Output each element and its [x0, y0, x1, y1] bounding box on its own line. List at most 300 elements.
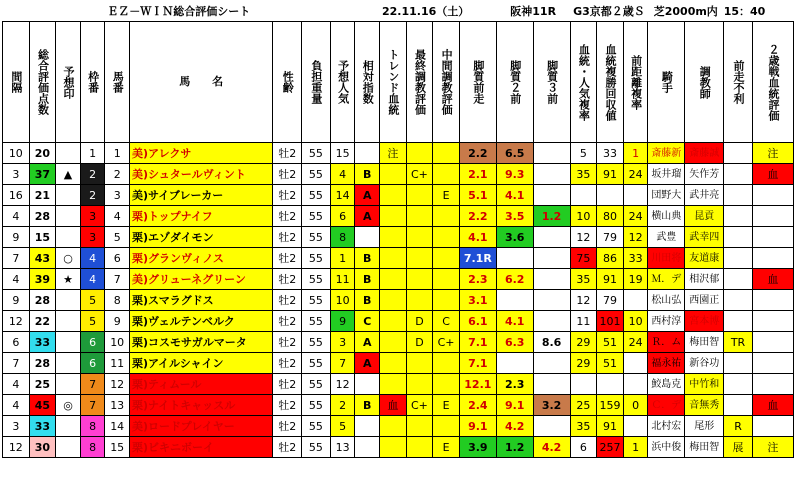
trainer-cell: 梅田智: [685, 332, 724, 353]
jockey-cell: 鮫島克: [648, 374, 685, 395]
weight-cell: 55: [302, 248, 331, 269]
index-cell: A: [355, 353, 380, 374]
furi-cell: [724, 353, 753, 374]
style-2nd: 1.2: [496, 437, 533, 458]
index-cell: [355, 374, 380, 395]
table-row[interactable]: [3, 290, 794, 311]
table-row[interactable]: [3, 206, 794, 227]
furi-cell: [724, 269, 753, 290]
interval-cell: 12: [3, 437, 30, 458]
score-cell: 28: [29, 290, 56, 311]
header-cell: ２歳戦血統評価: [752, 22, 793, 143]
header-cell: 騎手: [648, 22, 685, 143]
umaban-cell: 10: [105, 332, 130, 353]
blood-fuku: 29: [570, 353, 597, 374]
prediction-mark: [56, 227, 81, 248]
furi-cell: TR: [724, 332, 753, 353]
blood-eval: [752, 353, 793, 374]
blood-eval: [752, 248, 793, 269]
index-cell: C: [355, 311, 380, 332]
race-name: G3京都２歳Ｓ: [573, 5, 645, 18]
weight-cell: 55: [302, 269, 331, 290]
jockey-cell: 浜中俊: [648, 437, 685, 458]
weight-cell: 55: [302, 332, 331, 353]
mid-training: [433, 206, 460, 227]
blood-fuku: 29: [570, 332, 597, 353]
blood-kaishu: 101: [597, 311, 624, 332]
distance-fuku: 0: [623, 395, 648, 416]
interval-cell: 3: [3, 164, 30, 185]
trend-cell: [380, 290, 407, 311]
furi-cell: [724, 206, 753, 227]
score-cell: 22: [29, 311, 56, 332]
mid-training: C: [433, 311, 460, 332]
horse-name: 栗)エゾダイモン: [129, 227, 272, 248]
distance-fuku: [623, 290, 648, 311]
sex-age: 牡2: [273, 311, 302, 332]
weight-cell: 55: [302, 311, 331, 332]
header-cell: 調教師: [685, 22, 724, 143]
blood-eval: [752, 332, 793, 353]
furi-cell: [724, 248, 753, 269]
race-number: 阪神11R: [510, 5, 557, 18]
style-2nd: [496, 248, 533, 269]
jockey-cell: 松山弘: [648, 290, 685, 311]
weight-cell: 55: [302, 395, 331, 416]
trainer-cell: 梅田智: [685, 437, 724, 458]
mid-training: [433, 269, 460, 290]
waku-cell: 2: [80, 164, 105, 185]
header-cell: 脚質前走: [459, 22, 496, 143]
score-cell: 25: [29, 374, 56, 395]
table-row[interactable]: [3, 164, 794, 185]
blood-fuku: 35: [570, 416, 597, 437]
score-cell: 28: [29, 206, 56, 227]
trainer-cell: 友道康: [685, 248, 724, 269]
style-3rd: [533, 374, 570, 395]
distance-fuku: 24: [623, 332, 648, 353]
sex-age: 牡2: [273, 437, 302, 458]
index-cell: A: [355, 206, 380, 227]
final-training: [406, 185, 433, 206]
index-cell: B: [355, 290, 380, 311]
index-cell: B: [355, 395, 380, 416]
final-training: [406, 269, 433, 290]
style-3rd: [533, 290, 570, 311]
umaban-cell: 1: [105, 143, 130, 164]
waku-cell: 7: [80, 395, 105, 416]
blood-kaishu: [597, 374, 624, 395]
header-cell: 前走不利: [724, 22, 753, 143]
style-2nd: [496, 290, 533, 311]
header-cell: 負担重量: [302, 22, 331, 143]
header-cell: 中間調教評価: [433, 22, 460, 143]
score-cell: 37: [29, 164, 56, 185]
blood-kaishu: 257: [597, 437, 624, 458]
popularity-cell: 4: [330, 164, 355, 185]
horse-name: 栗)アイルシャイン: [129, 353, 272, 374]
prediction-mark: [56, 290, 81, 311]
index-cell: A: [355, 185, 380, 206]
sex-age: 牡2: [273, 353, 302, 374]
weight-cell: 55: [302, 143, 331, 164]
score-cell: 30: [29, 437, 56, 458]
final-training: C+: [406, 395, 433, 416]
popularity-cell: 13: [330, 437, 355, 458]
umaban-cell: 7: [105, 269, 130, 290]
blood-eval: [752, 227, 793, 248]
style-2nd: 6.3: [496, 332, 533, 353]
distance-fuku: [623, 185, 648, 206]
style-last: 7.1: [459, 353, 496, 374]
popularity-cell: 12: [330, 374, 355, 395]
furi-cell: [724, 395, 753, 416]
weight-cell: 55: [302, 185, 331, 206]
horse-name: 栗)グランヴィノス: [129, 248, 272, 269]
weight-cell: 55: [302, 353, 331, 374]
trend-cell: [380, 164, 407, 185]
trend-cell: [380, 248, 407, 269]
header-cell: 予想人気: [330, 22, 355, 143]
blood-eval: 血: [752, 269, 793, 290]
style-last: 12.1: [459, 374, 496, 395]
style-last: 4.1: [459, 227, 496, 248]
index-cell: [355, 143, 380, 164]
waku-cell: 2: [80, 185, 105, 206]
sex-age: 牡2: [273, 395, 302, 416]
waku-cell: 4: [80, 248, 105, 269]
mid-training: [433, 290, 460, 311]
jockey-cell: 斎藤新: [648, 143, 685, 164]
weight-cell: 55: [302, 164, 331, 185]
distance-fuku: 24: [623, 164, 648, 185]
distance-fuku: 33: [623, 248, 648, 269]
style-last: 9.1: [459, 416, 496, 437]
prediction-mark: [56, 374, 81, 395]
final-training: [406, 437, 433, 458]
horse-name: 美)シュタールヴィント: [129, 164, 272, 185]
header-cell: トレンド血統: [380, 22, 407, 143]
score-cell: 15: [29, 227, 56, 248]
trainer-cell: 相沢郁: [685, 269, 724, 290]
style-2nd: 2.3: [496, 374, 533, 395]
weight-cell: 55: [302, 374, 331, 395]
mid-training: [433, 374, 460, 395]
sex-age: 牡2: [273, 416, 302, 437]
furi-cell: [724, 374, 753, 395]
jockey-cell: 団野大: [648, 185, 685, 206]
umaban-cell: 12: [105, 374, 130, 395]
evaluation-table: [2, 2, 794, 458]
table-row[interactable]: [3, 248, 794, 269]
sex-age: 牡2: [273, 332, 302, 353]
race-course: 芝2000m内: [653, 5, 718, 18]
header-cell: 血統複勝回収値: [597, 22, 624, 143]
jockey-cell: Ｒ．ム: [648, 332, 685, 353]
weight-cell: 55: [302, 206, 331, 227]
header-cell: 最終調教評価: [406, 22, 433, 143]
waku-cell: 8: [80, 416, 105, 437]
trend-cell: [380, 185, 407, 206]
sheet-title: ＥＺ－ＷＩＮ総合評価シート: [107, 5, 251, 18]
blood-kaishu: 86: [597, 248, 624, 269]
style-3rd: [533, 353, 570, 374]
style-2nd: 4.1: [496, 311, 533, 332]
blood-fuku: 12: [570, 290, 597, 311]
prediction-mark: [56, 416, 81, 437]
furi-cell: [724, 185, 753, 206]
blood-kaishu: 91: [597, 416, 624, 437]
popularity-cell: 14: [330, 185, 355, 206]
waku-cell: 6: [80, 353, 105, 374]
header-cell: 脚質３前: [533, 22, 570, 143]
header-row: [3, 22, 794, 143]
blood-kaishu: 79: [597, 227, 624, 248]
blood-fuku: 12: [570, 227, 597, 248]
header-cell: 予想印: [56, 22, 81, 143]
table-row[interactable]: [3, 353, 794, 374]
interval-cell: 12: [3, 311, 30, 332]
style-3rd: [533, 164, 570, 185]
waku-cell: 1: [80, 143, 105, 164]
blood-kaishu: [597, 185, 624, 206]
style-3rd: [533, 143, 570, 164]
furi-cell: R: [724, 416, 753, 437]
umaban-cell: 2: [105, 164, 130, 185]
weight-cell: 55: [302, 437, 331, 458]
header-cell: 脚質２前: [496, 22, 533, 143]
jockey-cell: 横山典: [648, 206, 685, 227]
trainer-cell: 音無秀: [685, 395, 724, 416]
mid-training: C+: [433, 332, 460, 353]
horse-name: 栗)ナイトキャッスル: [129, 395, 272, 416]
trainer-cell: 尾形: [685, 416, 724, 437]
jockey-cell: 武豊: [648, 227, 685, 248]
final-training: [406, 374, 433, 395]
umaban-cell: 5: [105, 227, 130, 248]
style-3rd: [533, 416, 570, 437]
mid-training: [433, 164, 460, 185]
popularity-cell: 11: [330, 269, 355, 290]
style-2nd: 4.1: [496, 185, 533, 206]
style-last: 2.2: [459, 143, 496, 164]
horse-name: 栗)スマラグドス: [129, 290, 272, 311]
popularity-cell: 5: [330, 416, 355, 437]
popularity-cell: 2: [330, 395, 355, 416]
table-row[interactable]: [3, 311, 794, 332]
distance-fuku: 19: [623, 269, 648, 290]
prediction-mark: [56, 185, 81, 206]
table-row[interactable]: [3, 416, 794, 437]
umaban-cell: 11: [105, 353, 130, 374]
style-last: 7.1R: [459, 248, 496, 269]
final-training: C+: [406, 164, 433, 185]
header-cell: 総合評価点数: [29, 22, 56, 143]
style-last: 2.4: [459, 395, 496, 416]
blood-kaishu: 159: [597, 395, 624, 416]
sex-age: 牡2: [273, 164, 302, 185]
furi-cell: [724, 311, 753, 332]
interval-cell: 16: [3, 185, 30, 206]
furi-cell: [724, 143, 753, 164]
style-3rd: [533, 185, 570, 206]
table-row[interactable]: [3, 374, 794, 395]
waku-cell: 5: [80, 311, 105, 332]
final-training: [406, 353, 433, 374]
jockey-cell: 西村淳: [648, 311, 685, 332]
title-row: [3, 2, 794, 22]
trend-cell: 血: [380, 395, 407, 416]
trend-cell: [380, 332, 407, 353]
style-last: 7.1: [459, 332, 496, 353]
table-row[interactable]: [3, 185, 794, 206]
final-training: D: [406, 332, 433, 353]
interval-cell: 4: [3, 395, 30, 416]
waku-cell: 3: [80, 227, 105, 248]
interval-cell: 10: [3, 143, 30, 164]
trend-cell: [380, 206, 407, 227]
mid-training: [433, 416, 460, 437]
final-training: [406, 248, 433, 269]
blood-eval: [752, 290, 793, 311]
trainer-cell: 武幸四: [685, 227, 724, 248]
trend-cell: [380, 311, 407, 332]
blood-eval: [752, 206, 793, 227]
index-cell: [355, 227, 380, 248]
interval-cell: 9: [3, 227, 30, 248]
umaban-cell: 15: [105, 437, 130, 458]
style-2nd: 3.5: [496, 206, 533, 227]
horse-name: 栗)ビキニボーイ: [129, 437, 272, 458]
waku-cell: 8: [80, 437, 105, 458]
blood-fuku: [570, 185, 597, 206]
jockey-cell: Ｃ．デ: [648, 395, 685, 416]
header-cell: 血統・人気複率: [570, 22, 597, 143]
score-cell: 45: [29, 395, 56, 416]
trainer-cell: 宮本博: [685, 311, 724, 332]
sex-age: 牡2: [273, 206, 302, 227]
trainer-cell: 武井亮: [685, 185, 724, 206]
table-row[interactable]: [3, 395, 794, 416]
horse-name: 栗)トップナイフ: [129, 206, 272, 227]
popularity-cell: 1: [330, 248, 355, 269]
table-row[interactable]: [3, 269, 794, 290]
waku-cell: 6: [80, 332, 105, 353]
mid-training: E: [433, 395, 460, 416]
horse-name: 栗)ヴェルテンベルク: [129, 311, 272, 332]
horse-name: 美)ロードプレイヤー: [129, 416, 272, 437]
race-time: 15：40: [723, 5, 766, 18]
score-cell: 39: [29, 269, 56, 290]
mid-training: [433, 143, 460, 164]
interval-cell: 4: [3, 269, 30, 290]
blood-fuku: 35: [570, 269, 597, 290]
final-training: [406, 227, 433, 248]
style-2nd: 9.1: [496, 395, 533, 416]
popularity-cell: 8: [330, 227, 355, 248]
mid-training: [433, 353, 460, 374]
style-last: 3.1: [459, 290, 496, 311]
distance-fuku: [623, 374, 648, 395]
blood-kaishu: 79: [597, 290, 624, 311]
prediction-mark: [56, 311, 81, 332]
distance-fuku: 1: [623, 143, 648, 164]
weight-cell: 55: [302, 290, 331, 311]
header-cell: 前距離複率: [623, 22, 648, 143]
prediction-mark: ★: [56, 269, 81, 290]
umaban-cell: 8: [105, 290, 130, 311]
style-2nd: 6.5: [496, 143, 533, 164]
prediction-mark: [56, 332, 81, 353]
prediction-mark: [56, 206, 81, 227]
furi-cell: [724, 227, 753, 248]
blood-fuku: [570, 374, 597, 395]
prediction-mark: [56, 143, 81, 164]
trainer-cell: 矢作芳: [685, 164, 724, 185]
style-2nd: [496, 353, 533, 374]
blood-fuku: 11: [570, 311, 597, 332]
umaban-cell: 9: [105, 311, 130, 332]
weight-cell: 55: [302, 416, 331, 437]
trainer-cell: 新谷功: [685, 353, 724, 374]
mid-training: [433, 248, 460, 269]
final-training: [406, 290, 433, 311]
sex-age: 牡2: [273, 290, 302, 311]
interval-cell: 7: [3, 353, 30, 374]
style-2nd: 3.6: [496, 227, 533, 248]
waku-cell: 7: [80, 374, 105, 395]
header-cell: 性齢: [273, 22, 302, 143]
popularity-cell: 3: [330, 332, 355, 353]
blood-eval: 血: [752, 164, 793, 185]
blood-kaishu: 33: [597, 143, 624, 164]
horse-name: 栗)ティムール: [129, 374, 272, 395]
table-row[interactable]: [3, 143, 794, 164]
trainer-cell: 西園正: [685, 290, 724, 311]
style-3rd: 4.2: [533, 437, 570, 458]
style-3rd: [533, 227, 570, 248]
interval-cell: 4: [3, 374, 30, 395]
trend-cell: 注: [380, 143, 407, 164]
mid-training: E: [433, 185, 460, 206]
distance-fuku: 12: [623, 227, 648, 248]
blood-eval: [752, 374, 793, 395]
sex-age: 牡2: [273, 374, 302, 395]
trend-cell: [380, 416, 407, 437]
popularity-cell: 15: [330, 143, 355, 164]
horse-name: 美)サイブレーカー: [129, 185, 272, 206]
jockey-cell: 坂井瑠: [648, 164, 685, 185]
final-training: [406, 143, 433, 164]
umaban-cell: 6: [105, 248, 130, 269]
interval-cell: 7: [3, 248, 30, 269]
index-cell: B: [355, 269, 380, 290]
score-cell: 33: [29, 416, 56, 437]
index-cell: B: [355, 164, 380, 185]
trainer-cell: 斎藤誠: [685, 143, 724, 164]
horse-name: 栗)コスモサガルマータ: [129, 332, 272, 353]
waku-cell: 4: [80, 269, 105, 290]
distance-fuku: [623, 416, 648, 437]
distance-fuku: 24: [623, 206, 648, 227]
table-row[interactable]: [3, 437, 794, 458]
table-row[interactable]: [3, 227, 794, 248]
jockey-cell: 川田将: [648, 248, 685, 269]
score-cell: 33: [29, 332, 56, 353]
index-cell: A: [355, 332, 380, 353]
race-date: 22.11.16（土）: [381, 5, 470, 18]
table-row[interactable]: [3, 332, 794, 353]
